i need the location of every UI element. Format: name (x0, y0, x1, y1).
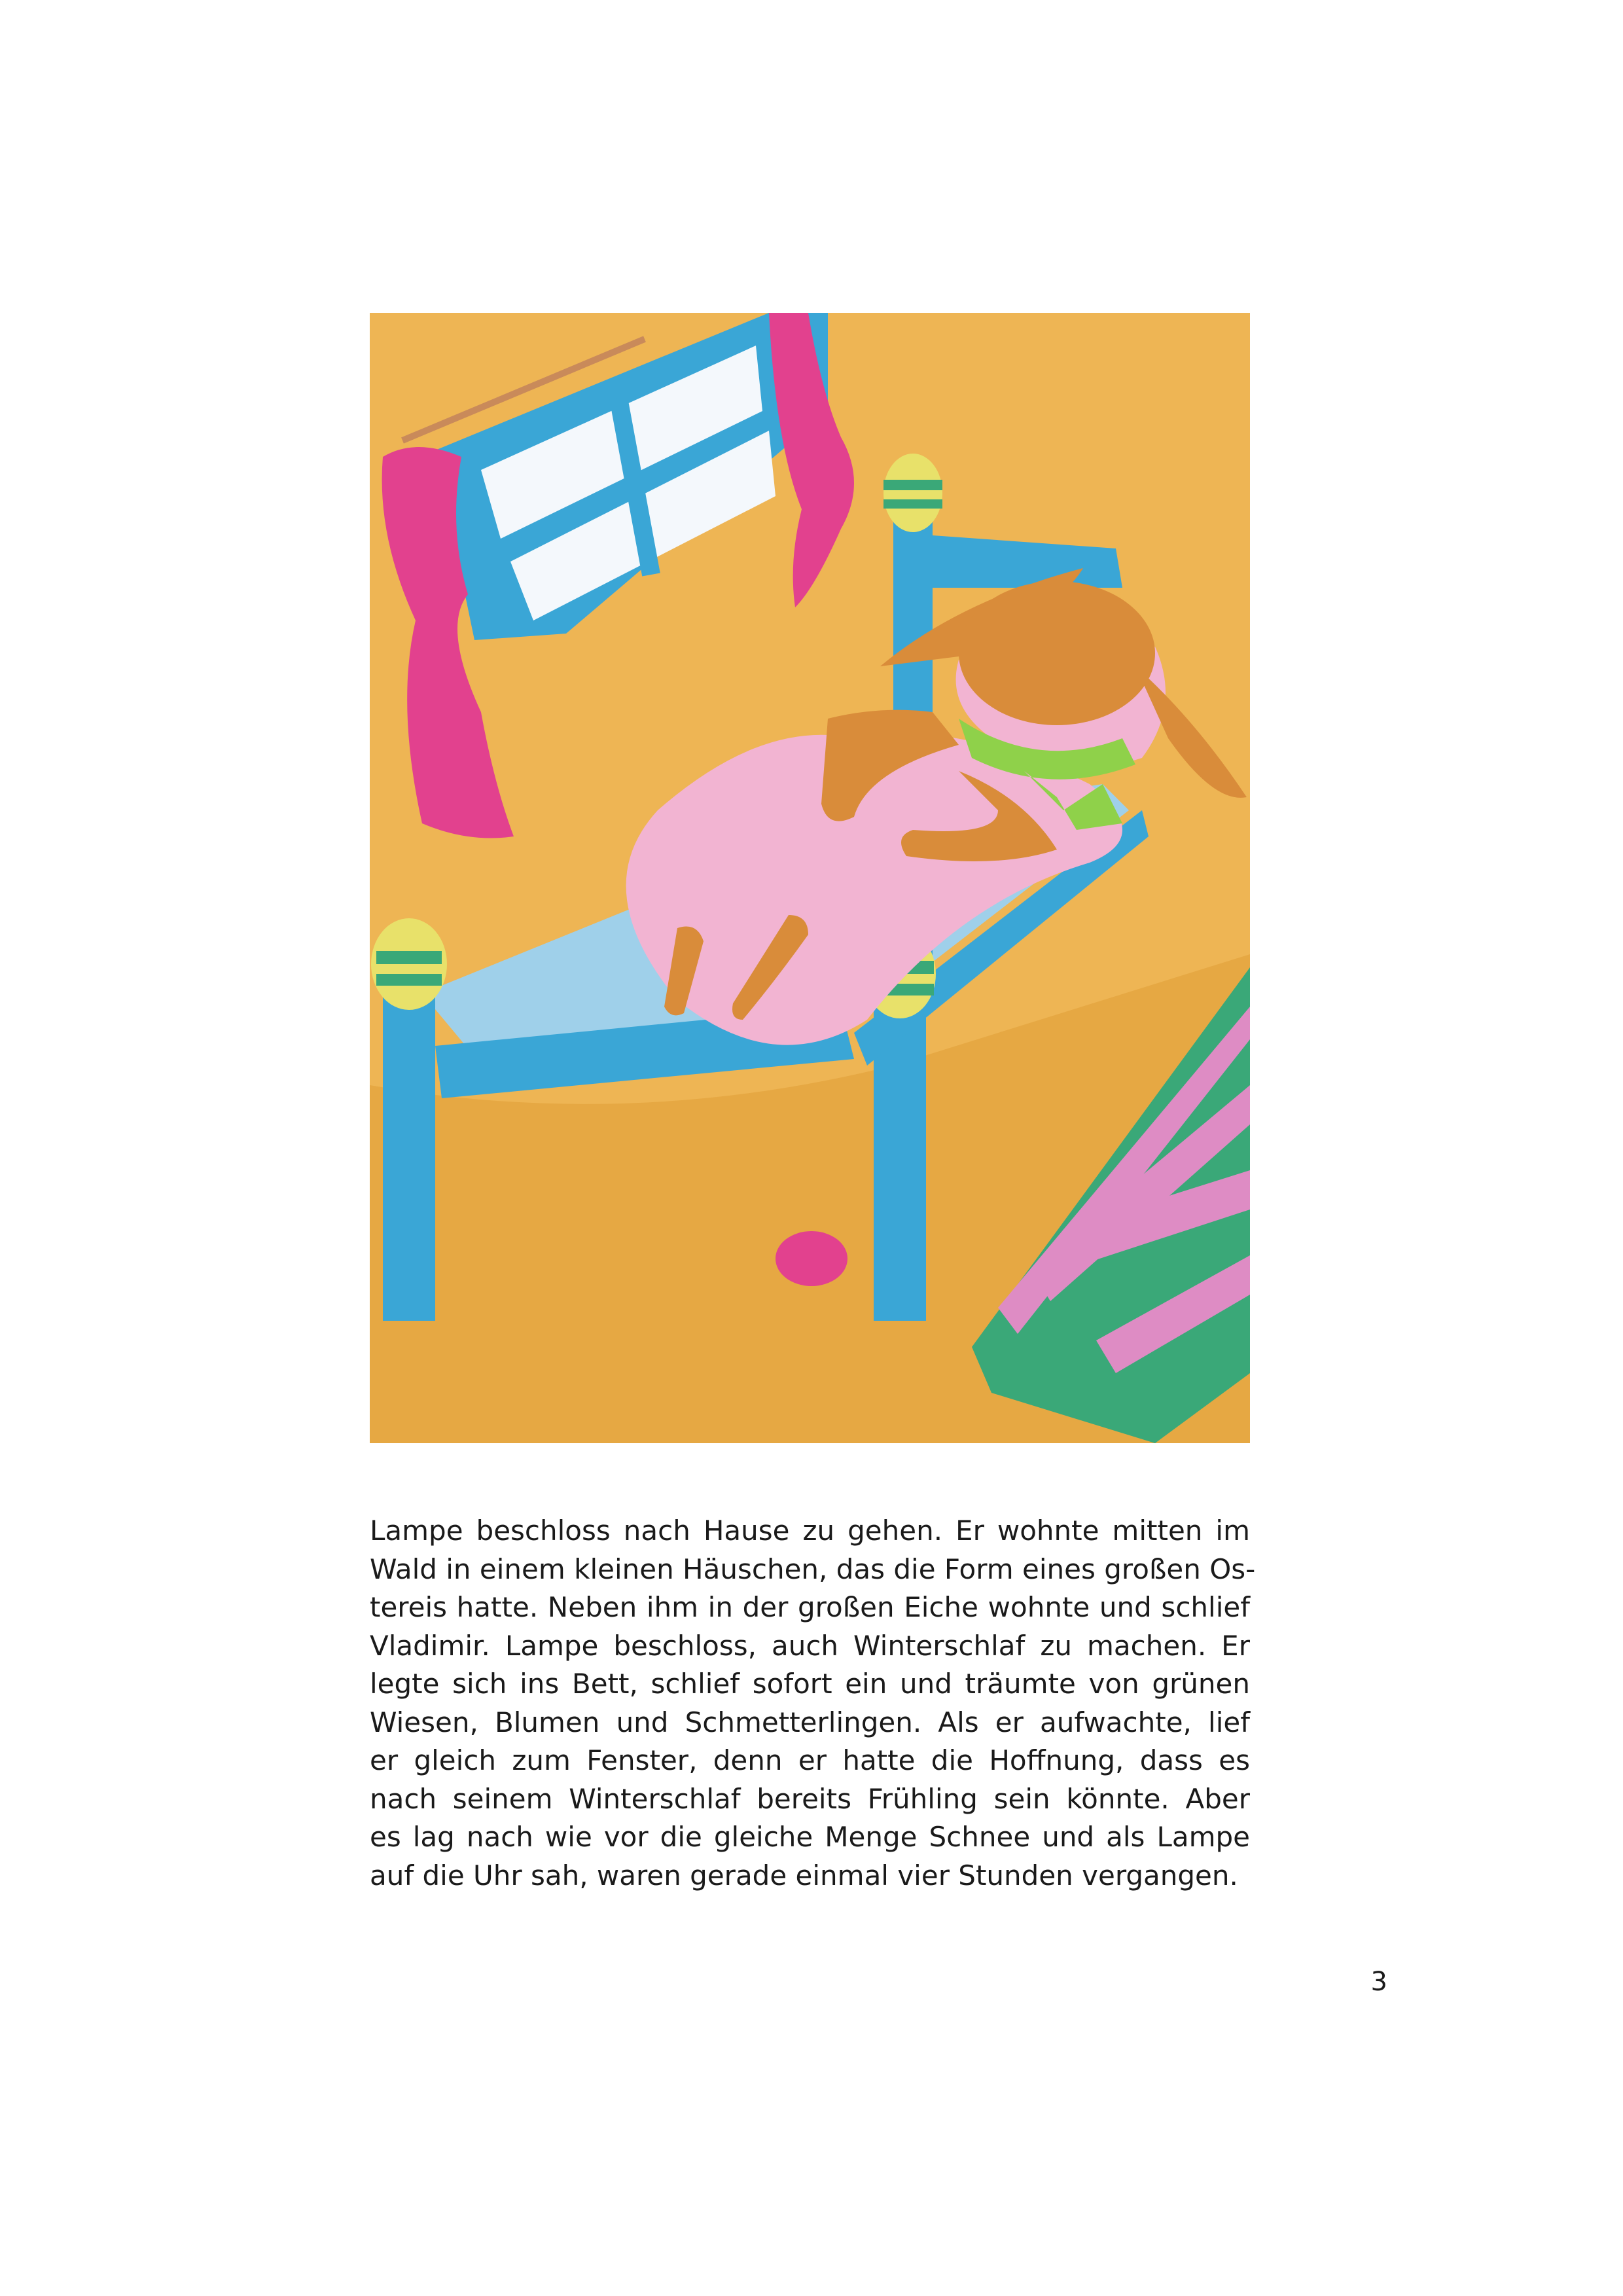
sleeping-rabbit-in-bed-illustration (370, 313, 1250, 1443)
story-line: Wiesen, Blumen und Schmetterlingen. Als er aufwachte, lief (370, 1706, 1250, 1738)
story-line: Lampe beschloss nach Hause zu gehen. Er wohnte mitten im (370, 1515, 1250, 1547)
story-line: es lag nach wie vor die gleiche Menge Schnee und als Lampe (370, 1821, 1250, 1853)
headboard-egg (883, 454, 942, 532)
story-text (370, 1512, 1256, 1895)
story-line: tereis hatte. Neben ihm in der großen Eiche wohnte und schlief (370, 1591, 1250, 1623)
story-line: legte sich ins Bett, schlief sofort ein und träumte von grünen (370, 1668, 1250, 1700)
story-line: nach seinem Winterschlaf bereits Frühling sein könnte. Aber (370, 1782, 1250, 1815)
story-line: Wald in einem kleinen Häuschen, das die Form eines großen Os- (370, 1552, 1256, 1585)
story-line: Vladimir. Lampe beschloss, auch Winterschlaf zu machen. Er (370, 1629, 1250, 1662)
page-number: 3 (1370, 1967, 1387, 1997)
story-line: auf die Uhr sah, waren gerade einmal vier Stunden vergangen. (370, 1859, 1238, 1892)
illustration (370, 313, 1250, 1443)
floor-egg (776, 1231, 847, 1286)
story-line: er gleich zum Fenster, denn er hatte die Hoffnung, dass es (370, 1744, 1250, 1776)
